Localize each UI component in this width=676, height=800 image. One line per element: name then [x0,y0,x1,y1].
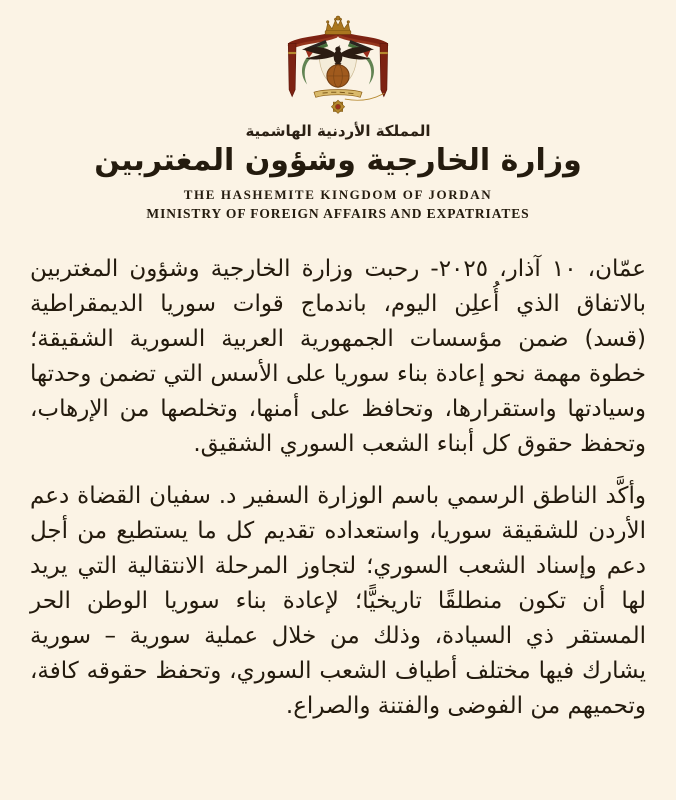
paragraph-statement: عمّان، ١٠ آذار، ٢٠٢٥- رحبت وزارة الخارجية وشؤون المغتربين بالاتفاق الذي أُعلِن اليوم، باندماج قوات سوريا الديمقراطية (قسد) ضمن مؤسسات الجمهورية العربية السورية الشقيقة؛ خطوة مهمة نحو إعادة بناء سوريا على الأسس التي تضمن وحدتها وسيادتها واستقرارها، وتحافظ على أمنها، وتخلصها من الإرهاب، وتحفظ حقوق كل أبناء الشعب السوري الشقيق. [30,256,646,457]
press-release-body [0,252,676,724]
paragraph-spokesperson: وأكَّد الناطق الرسمي باسم الوزارة السفير د. سفيان القضاة دعم الأردن للشقيقة سوريا، واستعداده تقديم كل ما يستطيع من أجل دعم وإسناد الشعب السوري؛ لتجاوز المرحلة الانتقالية التي يريد لها أن تكون منطلقًا تاريخيًّا؛ لإعادة بناء سوريا الوطن الحر المستقر ذي السيادة، وذلك من خلال عملية سورية – سورية يشارك فيها مختلف أطياف الشعب السوري، وتحفظ حقوقه كافة، وتحميهم من الفوضى والفتنة والصراع. [30,483,646,719]
kingdom-name-arabic: المملكة الأردنية الهاشمية [245,122,431,140]
jordan-coat-of-arms-icon [278,14,398,119]
ministry-name-arabic-calligraphy: وزارة الخارجية وشؤون المغتربين [94,143,582,178]
letterhead [0,0,676,222]
ministry-name-english: MINISTRY OF FOREIGN AFFAIRS AND EXPATRIATES [146,206,530,221]
kingdom-name-english: THE HASHEMITE KINGDOM OF JORDAN [183,187,493,202]
